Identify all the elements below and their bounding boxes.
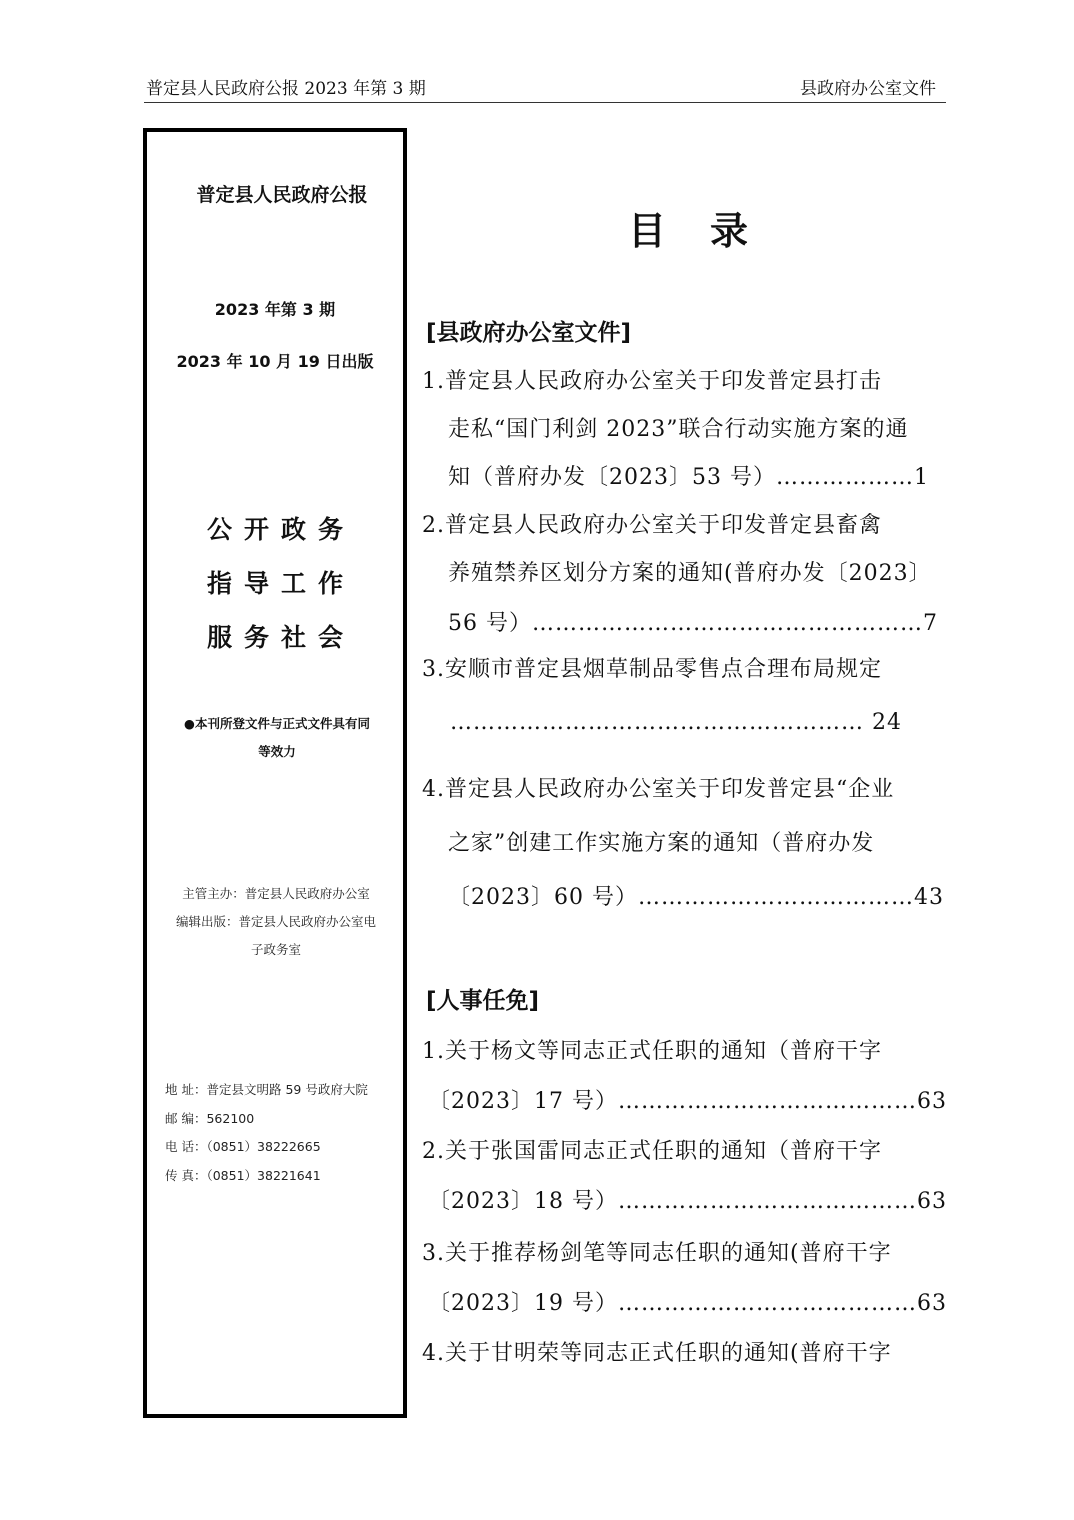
toc-entry-line: 〔2023〕17 号）…………………………………63 bbox=[428, 1089, 947, 1114]
issue-number: 2023 年第 3 期 bbox=[214, 300, 336, 319]
editor-line-2: 子政务室 bbox=[250, 942, 301, 957]
toc-entry-line: 〔2023〕19 号）…………………………………63 bbox=[428, 1291, 947, 1316]
toc-entry-line: 1.普定县人民政府办公室关于印发普定县打击 bbox=[422, 369, 882, 394]
toc-entry-line: 〔2023〕60 号）………………………………43 bbox=[448, 885, 944, 910]
motto-line-1: 公开政务 bbox=[206, 515, 355, 544]
contact-fax: 传 真：（0851）38221641 bbox=[165, 1167, 321, 1183]
motto-line-3: 服务社会 bbox=[206, 623, 355, 652]
legal-validity-note-line-2: 等效力 bbox=[258, 744, 296, 759]
toc-entry-line: 知（普府办发〔2023〕53 号）………………1 bbox=[448, 465, 929, 490]
section-heading-office-documents: [县政府办公室文件] bbox=[426, 320, 632, 346]
toc-entry-line: 3.关于推荐杨剑笔等同志任职的通知(普府干字 bbox=[422, 1241, 892, 1266]
toc-entry-line: 2.关于张国雷同志正式任职的通知（普府干字 bbox=[422, 1139, 882, 1164]
toc-entry-line: 走私“国门利剑 2023”联合行动实施方案的通 bbox=[448, 417, 909, 442]
toc-entry-line: 4.关于甘明荣等同志正式任职的通知(普府干字 bbox=[422, 1341, 892, 1366]
toc-entry-line: 2.普定县人民政府办公室关于印发普定县畜禽 bbox=[422, 513, 882, 538]
motto-line-2: 指导工作 bbox=[206, 569, 355, 598]
legal-validity-note bbox=[167, 710, 387, 766]
page-header bbox=[144, 78, 946, 103]
contact-postcode: 邮 编：562100 bbox=[165, 1110, 255, 1126]
publisher-info bbox=[165, 880, 387, 964]
sponsor-line: 主管主办：普定县人民政府办公室 bbox=[182, 886, 370, 901]
editor-line-1: 编辑出版：普定县人民政府办公室电 bbox=[175, 914, 376, 929]
contact-info bbox=[165, 1076, 395, 1190]
contact-address: 地 址：普定县文明路 59 号政府大院 bbox=[165, 1082, 368, 1097]
masthead-title: 普定县人民政府公报 bbox=[196, 184, 368, 206]
publish-date: 2023 年 10 月 19 日出版 bbox=[176, 352, 374, 371]
section-heading-personnel: [人事任免] bbox=[426, 988, 540, 1014]
masthead-sidebar bbox=[143, 128, 407, 1418]
toc-entry-line: 〔2023〕18 号）…………………………………63 bbox=[428, 1189, 947, 1214]
toc-entry-line: 4.普定县人民政府办公室关于印发普定县“企业 bbox=[422, 777, 895, 802]
toc-entry-line: 3.安顺市普定县烟草制品零售点合理布局规定 bbox=[422, 657, 882, 682]
contact-phone: 电 话：（0851）38222665 bbox=[165, 1139, 321, 1154]
header-section-name: 县政府办公室文件 bbox=[800, 79, 936, 99]
toc-title: 目录 bbox=[628, 208, 793, 253]
toc-entry-line: 之家”创建工作实施方案的通知（普府办发 bbox=[448, 831, 875, 856]
toc-entry-line: ……………………………………………… 24 bbox=[450, 710, 902, 735]
toc-entry-line: 1.关于杨文等同志正式任职的通知（普府干字 bbox=[422, 1039, 882, 1064]
toc-entry-line: 56 号）……………………………………………7 bbox=[448, 611, 938, 636]
toc-entry-line: 养殖禁养区划分方案的通知(普府办发〔2023〕 bbox=[448, 561, 932, 586]
header-publication-issue: 普定县人民政府公报 2023 年第 3 期 bbox=[146, 79, 426, 99]
legal-validity-note-line-1: ●本刊所登文件与正式文件具有同 bbox=[184, 716, 370, 731]
